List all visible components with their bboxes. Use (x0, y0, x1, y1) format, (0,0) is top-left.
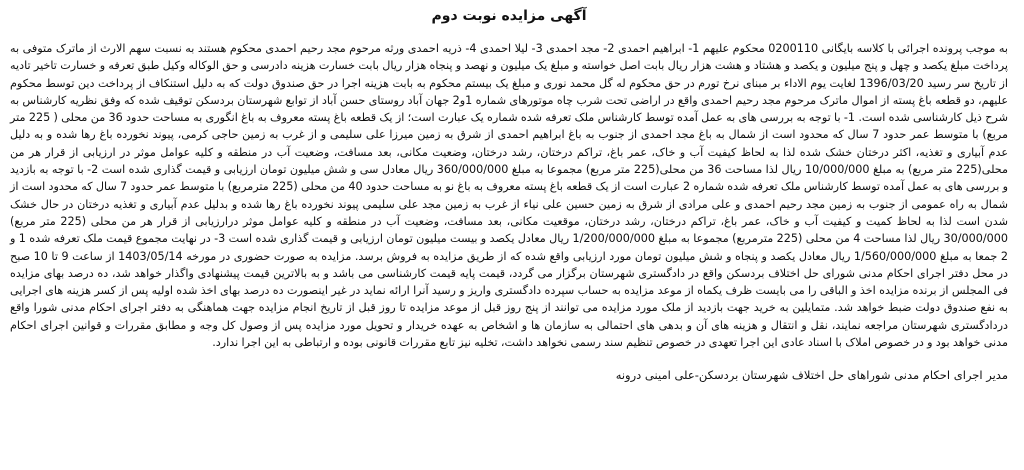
notice-title: آگهی مزایده نوبت دوم (431, 8, 587, 24)
notice-body: به موجب پرونده اجرائی با کلاسه بایگانی 0200110 محکوم علیهم 1- ابراهیم احمدی 2- مجد احمدی 3- لیلا احمدی 4- ذریه احمدی ورثه مرحوم مجد رحیم احمدی محکوم هستند به نسبت سهم الارث از ماترک متوفی به پرداخت مبلغ یکصد و چهل و پنج میلیون و یکصد و هشتاد و هشت هزار ریال بابت اصل خواسته و مبلغ یک میلیون و نهصد و پنجاه هزار ریال بابت خسارت هزینه دادرسی و حق الوکاله وکیل طبق تعرفه و خسارت تاخیر تادیه از تاریخ سر رسید 1396/03/20 لغایت یوم الاداء بر مبنای نرخ تورم در حق محکوم له گل محمد نوری و مبلغ یک بیستم محکوم به بابت هزینه اجرا در حق صندوق دولت که به دلیل استنکاف از پرداخت دین توسط محکوم علیهم، دو قطعه باغ پسته از اموال ماترک مرحوم مجد رحیم احمدی واقع در اراضی تحت شرب چاه موتورهای شماره 1و2 جهان آباد روستای حسن آباد از توابع شهرستان بردسکن توقیف شده که وفق نظریه کارشناس به شرح ذیل کارشناسی شده است. 1- با توجه به بررسی های به عمل آمده توسط کارشناس ملک تعرفه شده شماره یک عبارت است؛ از یک قطعه باغ پسته معروف به باغ انگوری به مساحت حدود 36 من محلی ( 225 متر مربع) با متوسط عمر حدود 7 سال که محدود است از شمال به باغ مجد احمدی از جنوب به باغ ابراهیم احمدی از شرق به زمین میرزا علی سلیمی و از غرب به زمین حاجی کرمی، پیوند نخورده باغ رها شده و به دلیل عدم آبیاری و تغذیه، اکثر درختان خشک شده لذا به لحاظ کیفیت آب و خاک، عمر باغ، تراکم درختان، رشد درختان، وضعیت مکانی، بعد مسافت، وضعیت آب در منطقه و کلیه عوامل موثر در ارزیابی از قرار هر من محلی(225 متر مربع) به مبلغ 10/000/000 ریال لذا مساحت 36 من محلی(225 متر مربع) مجموعا به مبلغ 360/000/000 ریال معادل سی و شش میلیون تومان ارزیابی و قیمت گذاری شده است 2- با توجه به بازدید و بررسی های به عمل آمده توسط کارشناس ملک تعرفه شده شماره 2 عبارت است از یک قطعه باغ پسته معروف به باغ نو به مساحت حدود 40 من محلی (225 مترمربع) با متوسط عمر حدود 7 سال که محدود است از شمال به راه عمومی از جنوب به زمین مجد رحیم احمدی و علی مرادی از شرق به زمین حسین علی نیاء از غرب به زمین مجد علی سلیمی پیوند نخورده باغ رها شده و بدلیل عدم آبیاری و تغذیه درختان در حال خشک شدن است لذا به لحاظ کمیت و کیفیت آب و خاک، عمر باغ، تراکم درختان، رشد درختان، موقعیت مکانی، بعد مسافت، وضعیت آب در منطقه و کلیه عوامل موثر درارزیابی از قرار هر من محلی (225 متر مربع) 30/000/000 ریال لذا مساحت 4 من محلی (225 مترمربع) مجموعا به مبلغ 1/200/000/000 ریال معادل یکصد و بیست میلیون تومان ارزیابی و قیمت گذاری شده است 3- در نهایت مجموع قیمت ملک تعرفه شده 1 و 2 جمعا به مبلغ 1/560/000/000 ریال معادل یکصد و پنجاه و شش میلیون تومان مورد ارزیابی واقع شده که از طریق مزایده به فروش برسد. مزایده به صورت حضوری در مورخه 1403/05/14 از ساعت 9 تا 10 صبح در محل دفتر اجرای احکام مدنی شورای حل اختلاف بردسکن واقع در دادگستری شهرستان برگزار می گردد، قیمت پایه قیمت کارشناسی می باشد و به بالاترین قیمت پیشنهادی واگذار خواهد شد، ده درصد بهای مزایده فی المجلس از برنده مزایده اخذ و الباقی را می بایست ظرف یکماه از موعد مزایده به حساب سپرده دادگستری واریز و رسید آنرا ارائه نماید در غیر اینصورت ده درصد بهای اخذ شده اولیه پس از کسر هزینه های اجرایی به نفع صندوق دولت ضبط خواهد شد. متمایلین به خرید جهت بازدید از ملک مورد مزایده می توانند از پنج روز قبل از موعد مزایده تا روز قبل از تاریخ انجام مزایده جهت هماهنگی به دفتر اجرای احکام مدنی شورا واقع دردادگستری شهرستان مراجعه نمایند، نقل و انتقال و هزینه های آن و بدهی های احتمالی به سازمان ها و اشخاص به عهده خریدار و تحویل مورد مزایده پس از وصول کل وجه و مطابق مقررات و قوانین اجرای احکام مدنی خواهد بود و در خصوص املاک با اسناد عادی این اجرا تعهدی در خصوص تنظیم سند رسمی نخواهد داشت، تخلیه نیز تابع مقررات قانونی بوده و ارتباطی به این اجرا ندارد. (10, 42, 1009, 350)
notice-signature: مدیر اجرای احکام مدنی شوراهای حل اختلاف شهرستان بردسکن-علی امینی درونه (615, 368, 1008, 383)
